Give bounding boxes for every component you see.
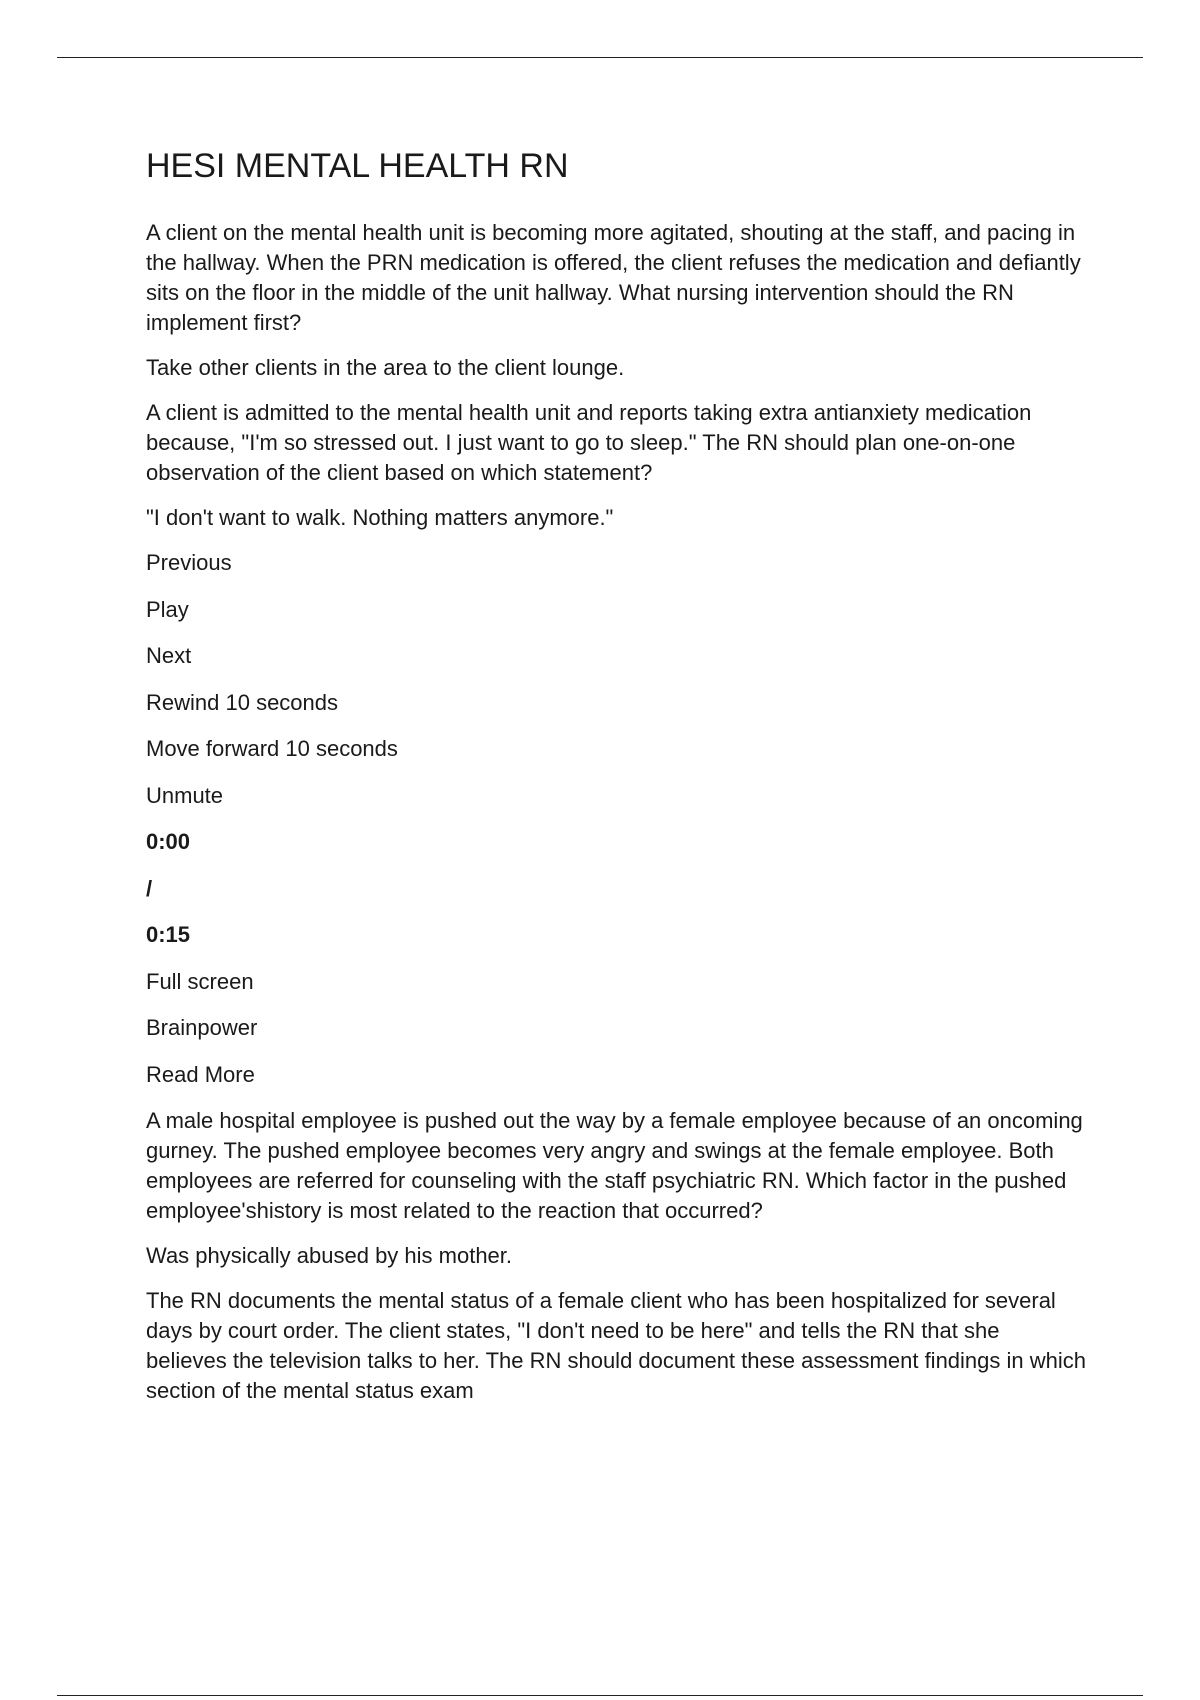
answer-paragraph: Take other clients in the area to the client lounge. [146,355,625,380]
answer-paragraph: Was physically abused by his mother. [146,1243,513,1268]
header-rule [57,57,1143,58]
footer-rule [57,1695,1143,1696]
fullscreen-button[interactable]: Full screen [146,968,254,994]
question-paragraph: A client on the mental health unit is becoming more agitated, shouting at the staff, and pacing in the hallway. When the PRN medication is offered, the client refuses the medication and defiantly sits on the floor in the middle of the unit hallway. What nursing intervention should the RN implement first? [146,220,1081,335]
play-button[interactable]: Play [146,596,189,622]
next-button[interactable]: Next [146,643,192,668]
unmute-button[interactable]: Unmute [146,782,224,808]
rewind-button[interactable]: Rewind 10 seconds [146,689,339,715]
duration: 0:15 [146,922,191,947]
forward-button[interactable]: Move forward 10 seconds [146,736,398,761]
current-time: 0:00 [146,829,191,854]
brand-link[interactable]: Brainpower [146,1015,258,1040]
question-paragraph: The RN documents the mental status of a female client who has been hospitalized for several days by court order. The client states, "I don't need to be here" and tells the RN that she believes the television talks to her. The RN should document these assessment findings in which section of the mental status exam [146,1288,1086,1403]
document-body [146,140,1086,1421]
previous-button[interactable]: Previous [146,550,232,575]
time-separator: / [146,875,153,901]
question-paragraph: A client is admitted to the mental health unit and reports taking extra antianxiety medication because, "I'm so stressed out. I just want to go to sleep." The RN should plan one-on-one observation of the client based on which statement? [146,400,1032,485]
read-more-link[interactable]: Read More [146,1061,255,1087]
page-title: HESI MENTAL HEALTH RN [146,147,569,185]
answer-paragraph: "I don't want to walk. Nothing matters anymore." [146,505,614,530]
question-paragraph: A male hospital employee is pushed out the way by a female employee because of an oncoming gurney. The pushed employee becomes very angry and swings at the female employee. Both employees are referred for counseling with the staff psychiatric RN. Which factor in the pushed employee'shistory is most related to the reaction that occurred? [146,1108,1083,1223]
